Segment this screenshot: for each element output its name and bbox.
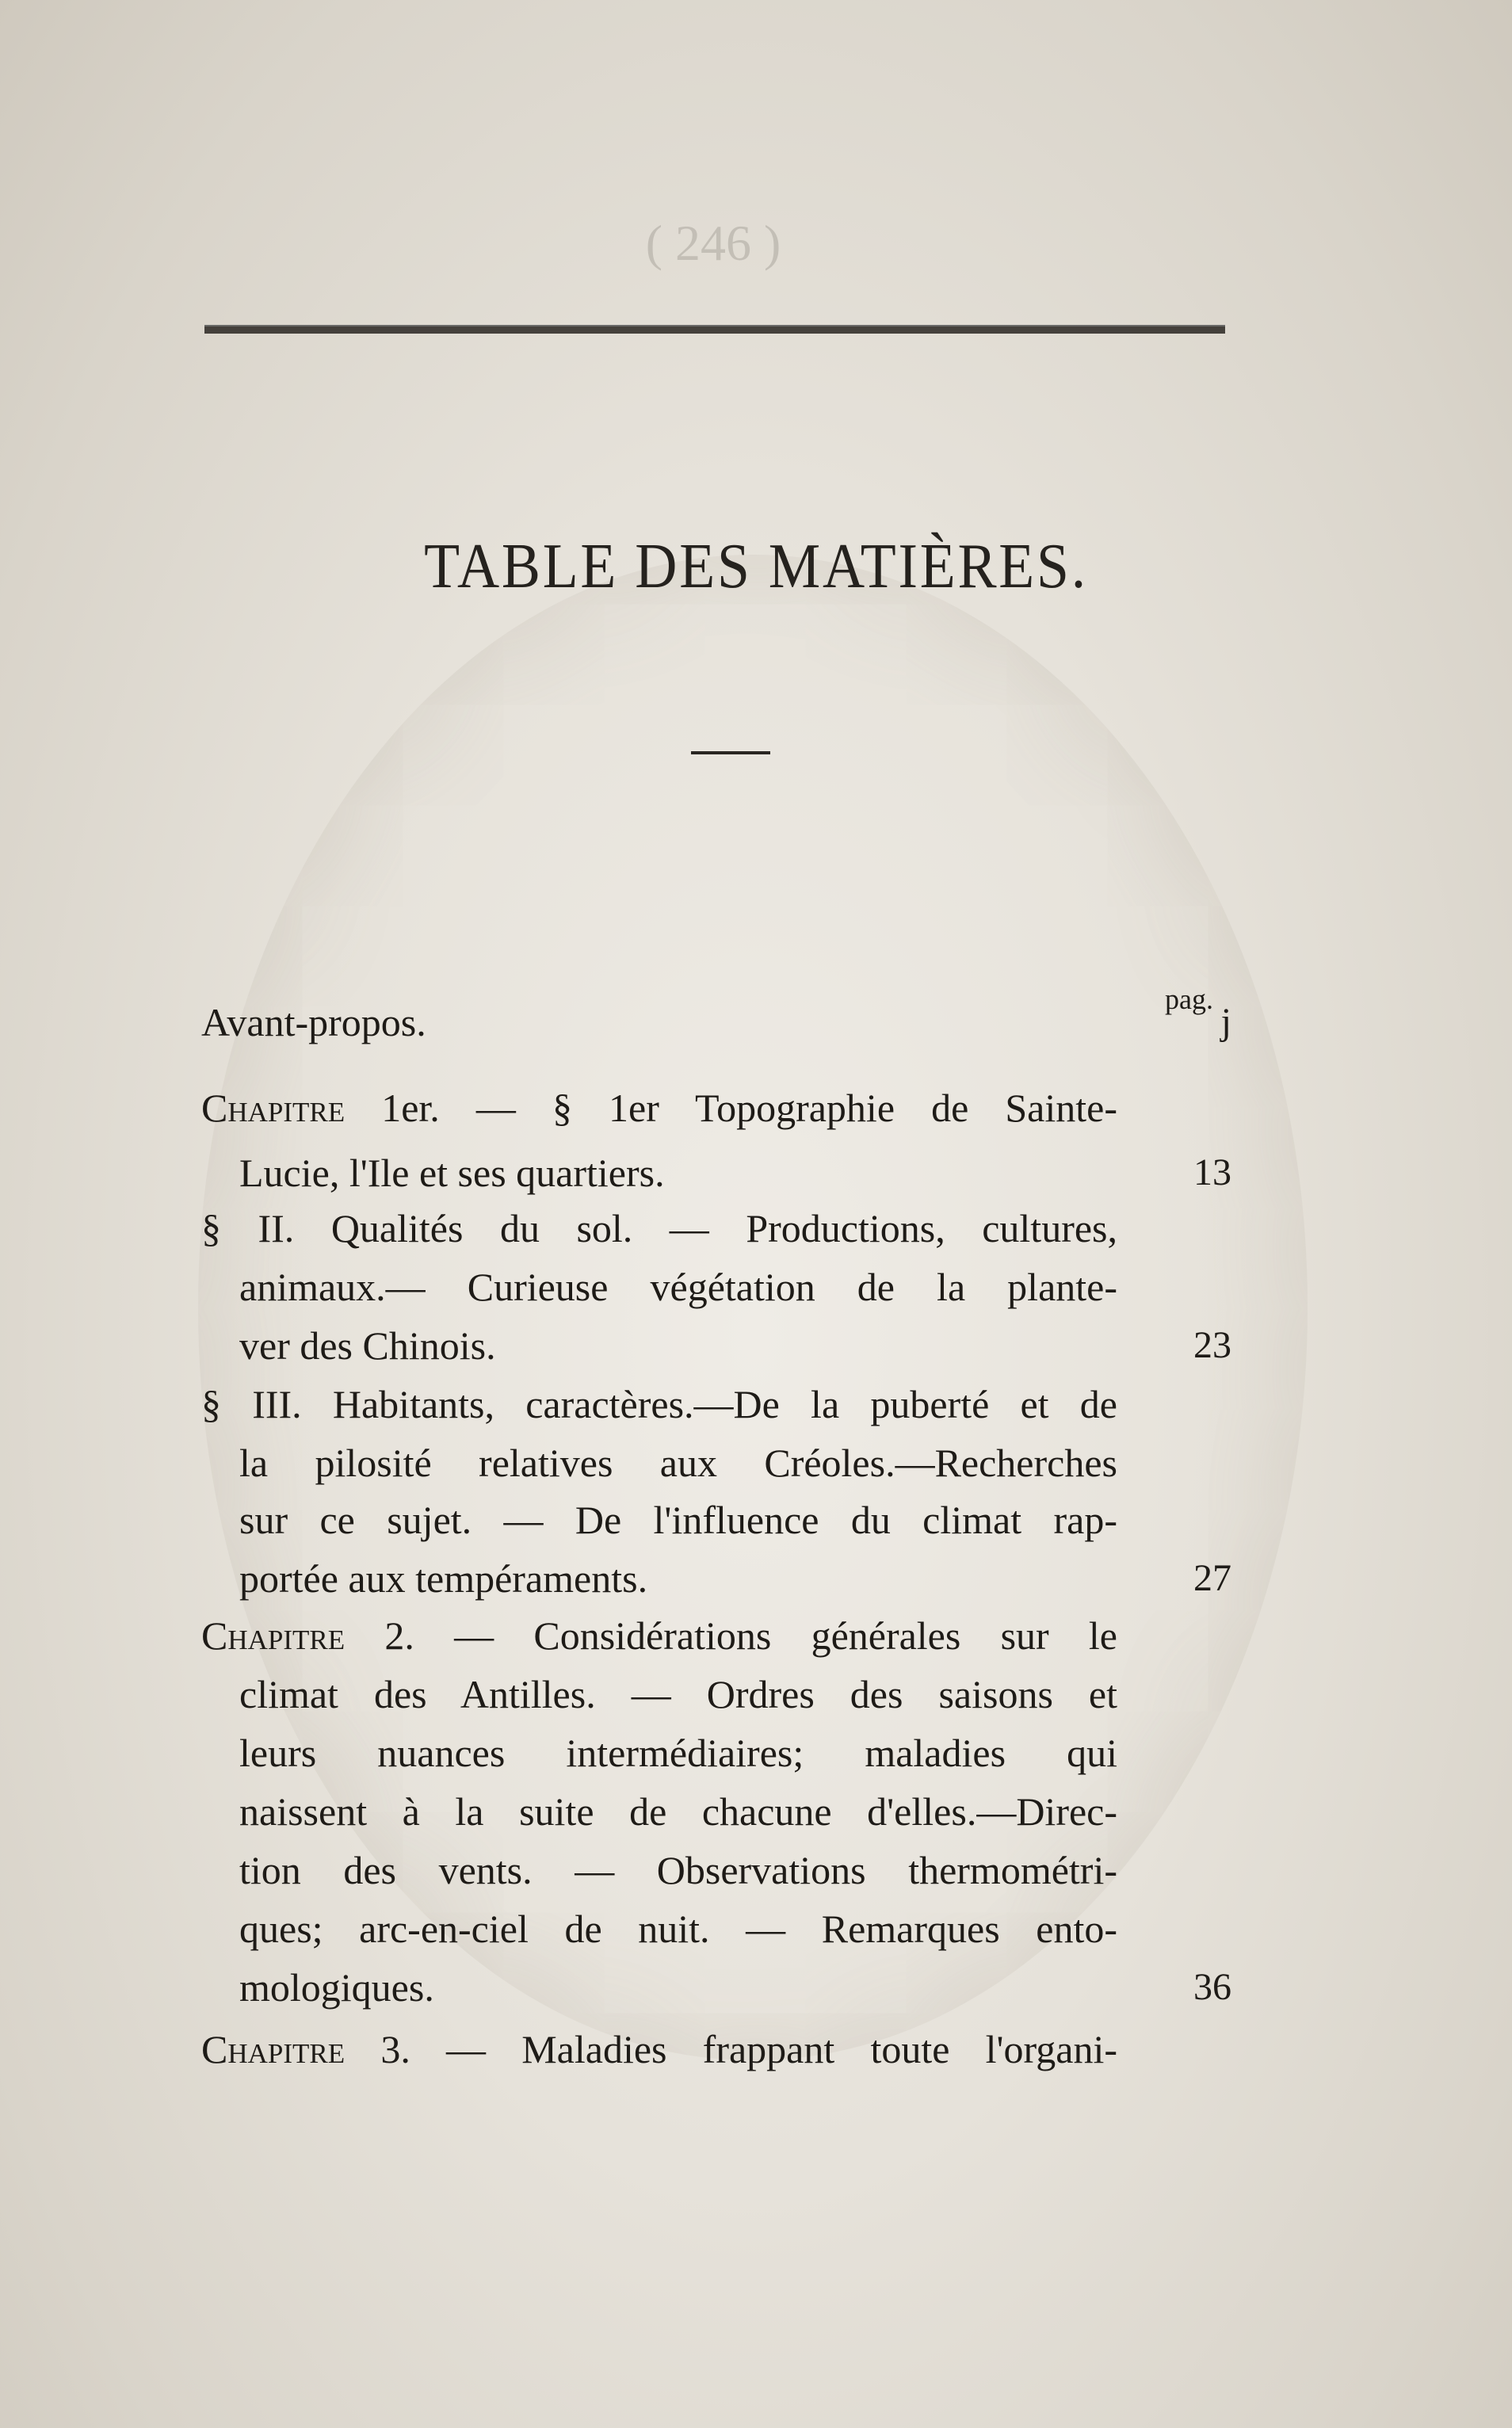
toc-line: climat des Antilles. — Ordres des saisons et: [239, 1672, 1117, 1716]
toc-line: Chapitre 3. — Maladies frappant toute l'organi-: [201, 2027, 1117, 2071]
toc-line: Lucie, l'Ile et ses quartiers.: [239, 1151, 665, 1195]
chapter-label: Chapitre: [201, 1613, 346, 1658]
toc-page-number: 13: [1193, 1151, 1231, 1193]
toc-line: leurs nuances intermédiaires; maladies qui: [239, 1731, 1117, 1775]
toc-line: la pilosité relatives aux Créoles.—Recherches: [239, 1441, 1117, 1485]
toc-line: § II. Qualités du sol. — Productions, cultures,: [201, 1206, 1117, 1250]
toc-line: animaux.— Curieuse végétation de la plante-: [239, 1265, 1117, 1309]
toc-page-number: 23: [1193, 1324, 1231, 1366]
page-folio: ( 246 ): [645, 215, 781, 271]
toc-line: mologiques.: [239, 1965, 434, 2010]
toc-line: § III. Habitants, caractères.—De la puberté et de: [201, 1382, 1117, 1426]
toc-line: Avant-propos.: [201, 1000, 426, 1044]
toc-page-number: 36: [1193, 1966, 1231, 2008]
toc-line: tion des vents. — Observations thermométri-: [239, 1848, 1117, 1892]
toc-line: portée aux tempéraments.: [239, 1556, 648, 1601]
title-divider: [691, 751, 770, 754]
pag-label: pag.: [1165, 983, 1213, 1015]
chapter-label: Chapitre: [201, 1086, 346, 1130]
toc-line: ques; arc-en-ciel de nuit. — Remarques ento-: [239, 1907, 1117, 1951]
toc-line: ver des Chinois.: [239, 1323, 496, 1368]
toc-page-number: 27: [1193, 1557, 1231, 1599]
chapter-label: Chapitre: [201, 2027, 346, 2071]
toc-line: naissent à la suite de chacune d'elles.—Direc-: [239, 1789, 1117, 1834]
page-title: TABLE DES MATIÈRES.: [424, 532, 1088, 601]
toc-line: Chapitre 1er. — § 1er Topographie de Sainte-: [201, 1086, 1117, 1130]
toc-line: Chapitre 2. — Considérations générales sur le: [201, 1613, 1117, 1658]
header-rule: [204, 325, 1225, 334]
toc-line: sur ce sujet. — De l'influence du climat rap-: [239, 1498, 1117, 1542]
toc-page-number: j: [1220, 1001, 1231, 1043]
